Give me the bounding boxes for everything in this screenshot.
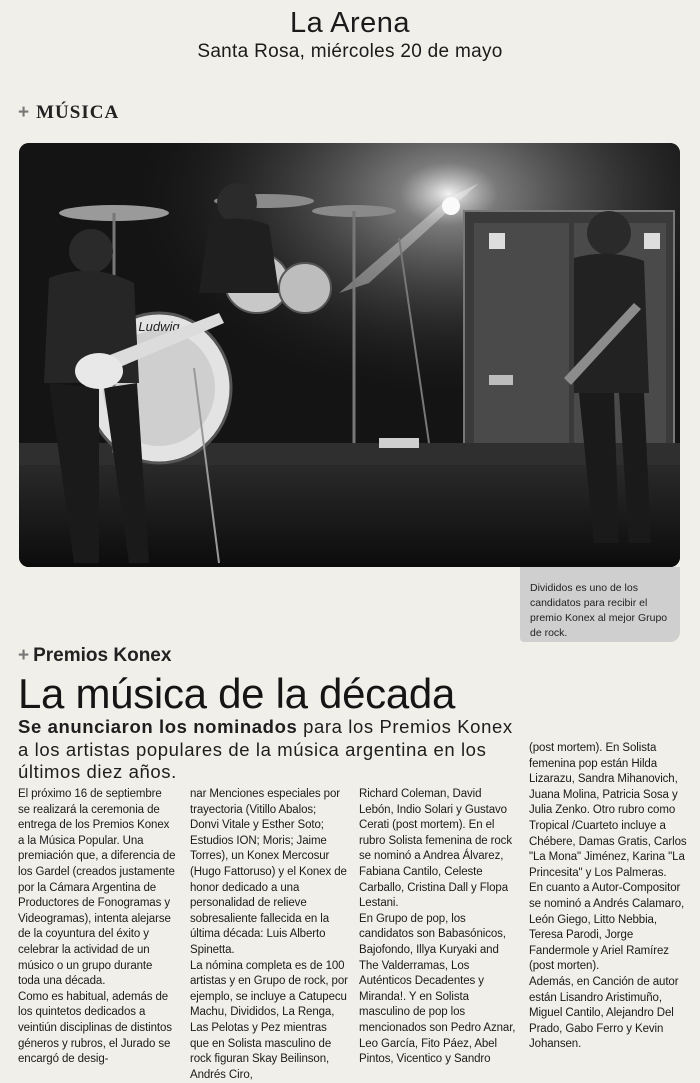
kicker-text: Premios Konex (33, 645, 172, 666)
article-column-1 (18, 787, 176, 1068)
article-headline: La música de la década (18, 670, 456, 717)
drum-logo: Ludwig (138, 319, 180, 334)
paragraph: Como es habitual, además de los quintetos dedicados a veintiún disciplinas de distintos géneros y rubros, el Jurado se encargó de desig- (18, 990, 172, 1066)
article-column-4 (529, 741, 687, 1053)
kicker-plus: + (18, 645, 30, 666)
deck-lead: Se anunciaron los nominados (18, 716, 298, 737)
section-plus: + (18, 102, 31, 123)
masthead (0, 6, 700, 64)
dateline: Santa Rosa, miércoles 20 de mayo (197, 41, 503, 62)
section-name: MÚSICA (36, 102, 120, 123)
article-kicker (18, 645, 171, 667)
article-column-3 (359, 787, 517, 1068)
concert-photo-icon (19, 143, 680, 567)
article-deck (18, 716, 518, 784)
article-column-2 (190, 787, 348, 1083)
section-label (18, 102, 119, 124)
paragraph: En Grupo de pop, los candidatos son Babasónicos, Bajofondo, Illya Kuryaki and The Valderramas, Los Auténticos Decadentes y Miranda!. Y en Solista masculino de pop los mencionados son Pedro Aznar, Leo García, Fito Páez, Abel Pintos, Vicentico y Sandro (359, 912, 516, 1066)
publication-name: La Arena (289, 7, 411, 39)
paragraph: El próximo 16 de septiembre se realizará la ceremonia de entrega de los Premios Konex a la Música Popular. Una premiación que, a diferencia de los Gardel (creados justamente por la Cámara Argentina de Productores de Fonogramas y Videogramas), intenta alejarse de la coyuntura del éxito y celebrar la actividad de un músico o un grupo durante toda una década. (18, 788, 176, 988)
paragraph: En cuanto a Autor-Compositor se nominó a Andrés Calamaro, León Giego, Litto Nebbia, Teresa Parodi, Jorge Fandermole y Ariel Ramírez (post morten). (529, 882, 685, 973)
paragraph: (post mortem). En Solista femenina pop están Hilda Lizarazu, Sandra Mihanovich, Juana Molina, Patricia Sosa y Julia Zenko. Otro rubro como Tropical /Cuarteto incluye a Chébere, Damas Gratis, Carlos "La Mona" Jiménez, Karina "La Princesita" y Los Palmeras. (529, 742, 687, 879)
deck-rest: para los Premios Konex a los artistas populares de la música argentina en los últimos diez años. (18, 716, 513, 782)
paragraph: Además, en Canción de autor están Lisandro Aristimuño, Miguel Cantilo, Alejandro Del Prado, Gabo Ferro y Kevin Johansen. (529, 975, 679, 1051)
paragraph: nar Menciones especiales por trayectoria (Vitillo Abalos; Donvi Vitale y Esther Soto; Estudios ION; Moris; Jaime Torres), un Konex Mercosur (Hugo Fattoruso) y el Konex de honor dedicado a una personalidad de relieve sobresaliente fallecida en la última década: Luis Alberto Spinetta. (190, 788, 347, 956)
concert-photo (19, 143, 680, 567)
paragraph: La nómina completa es de 100 artistas y en Grupo de rock, por ejemplo, se incluye a Catupecu Machu, Divididos, La Renga, Las Pelotas y Pez mientras que en Solista masculino de rock figuran Skay Beilinson, Andrés Ciro, (190, 959, 348, 1081)
paragraph: Richard Coleman, David Lebón, Indio Solari y Gustavo Cerati (post mortem). En el rubro Solista femenina de rock se nominó a Andrea Álvarez, Fabiana Cantilo, Celeste Carballo, Cristina Dall y Flopa Lestani. (359, 788, 512, 910)
photo-caption: Divididos es uno de los candidatos para recibir el premio Konex al mejor Grupo de rock. (520, 567, 680, 642)
